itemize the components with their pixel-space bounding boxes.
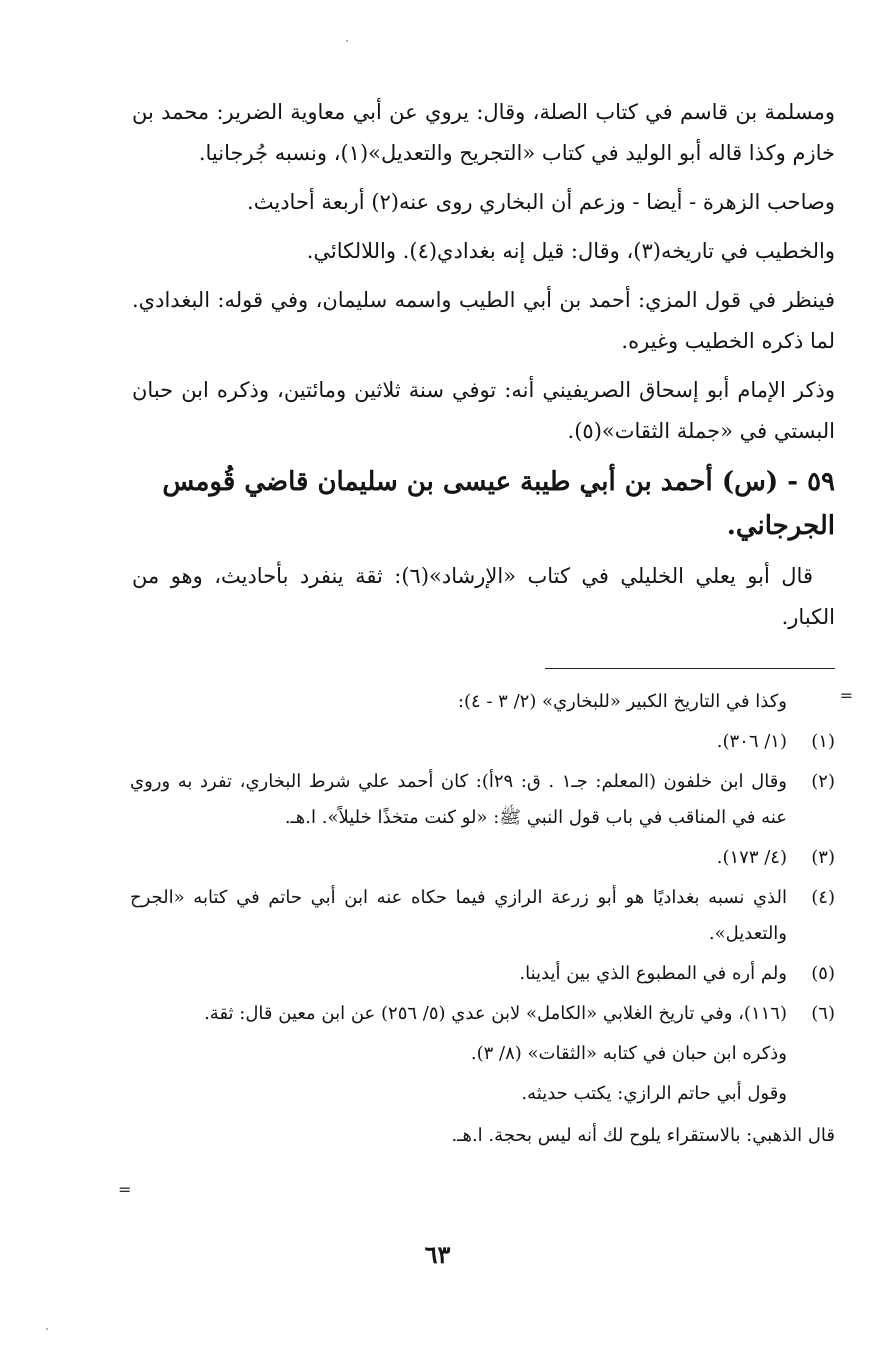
footnote-text: وقال ابن خلفون (المعلم: جـ١ . ق: ٢٩أ): كان أحمد علي شرط البخاري، تفرد به وروي عنه في المناقب في باب قول النبي ﷺ: «لو كنت متخذًا خليلاً». ا.هـ.: [130, 771, 788, 828]
entry-heading-59: ٥٩ - (س) أحمد بن أبي طيبة عيسى بن سليمان قاضي قُومس الجرجاني.: [162, 467, 835, 541]
footnote-1: [130, 724, 835, 760]
footnote-2: [130, 764, 835, 836]
main-text-block: [132, 92, 835, 646]
paragraph-sahib-zahra: وصاحب الزهرة - أيضا - وزعم أن البخاري روى عنه(٢) أربعة أحاديث.: [247, 190, 835, 214]
paragraph-sarifini: وذكر الإمام أبو إسحاق الصريفيني أنه: توفي سنة ثلاثين ومائتين، وذكره ابن حبان البستي في «جملة الثقات»(٥).: [132, 378, 835, 443]
footnote-continuation: [130, 684, 835, 720]
footnote-3: [130, 840, 835, 876]
footnote-6-ibn-hibban: وذكره ابن حبان في كتابه «الثقات» (٨/ ٣).: [470, 1043, 787, 1064]
continuation-mark-top: =: [839, 686, 853, 705]
footnote-number: (٤): [811, 887, 835, 908]
scan-speck: [346, 40, 348, 42]
paragraph-khalili: قال أبو يعلي الخليلي في كتاب «الإرشاد»(٦): ثقة ينفرد بأحاديث، وهو من الكبار.: [132, 564, 835, 629]
footnote-number: (٢): [811, 771, 835, 792]
footnote-number: (٥): [811, 963, 835, 984]
paragraph-mizzi: فينظر في قول المزي: أحمد بن أبي الطيب واسمه سليمان، وفي قوله: البغدادي. لما ذكره الخطيب وغيره.: [132, 288, 835, 353]
footnote-4: [130, 880, 835, 952]
footnote-number: (١): [811, 731, 835, 752]
page-number: ٦٣: [424, 1240, 451, 1269]
footnote-separator: [545, 668, 835, 669]
footnote-5: [130, 956, 835, 992]
footnotes-block: [130, 684, 835, 1158]
paragraph-khatib: والخطيب في تاريخه(٣)، وقال: قيل إنه بغدادي(٤). واللالكائي.: [306, 239, 835, 263]
footnote-text: (١/ ٣٠٦).: [716, 731, 787, 752]
footnote-text: (١١٦)، وفي تاريخ الغلابي «الكامل» لابن عدي (٥/ ٢٥٦) عن ابن معين قال: ثقة.: [204, 1003, 787, 1024]
footnote-number: (٦): [811, 1003, 835, 1024]
footnote-6-abu-hatim: وقول أبي حاتم الرازي: يكتب حديثه.: [521, 1083, 787, 1104]
footnote-text: (٤/ ١٧٣).: [716, 847, 787, 868]
footnote-text: الذي نسبه بغداديًا هو أبو زرعة الرازي فيما حكاه عنه ابن أبي حاتم في كتابه «الجرح والتعديل».: [130, 887, 787, 944]
footnote-continuation-text: وكذا في التاريخ الكبير «للبخاري» (٢/ ٣ - ٤):: [457, 691, 787, 712]
footnote-6: [130, 996, 835, 1032]
footnote-number: (٣): [811, 847, 835, 868]
footnote-text: ولم أره في المطبوع الذي بين أيدينا.: [519, 963, 787, 984]
scan-speck: [46, 1328, 48, 1330]
footnote-6-dhahabi: قال الذهبي: بالاستقراء يلوح لك أنه ليس بحجة. ا.هـ.: [451, 1125, 835, 1146]
paragraph-muslima: ومسلمة بن قاسم في كتاب الصلة، وقال: يروي عن أبي معاوية الضرير: محمد بن خازم وكذا قاله أبو الوليد في كتاب «التجريح والتعديل»(١)، ونسبه جُرجانيا.: [132, 100, 835, 165]
continuation-mark-bottom: =: [118, 1180, 132, 1199]
